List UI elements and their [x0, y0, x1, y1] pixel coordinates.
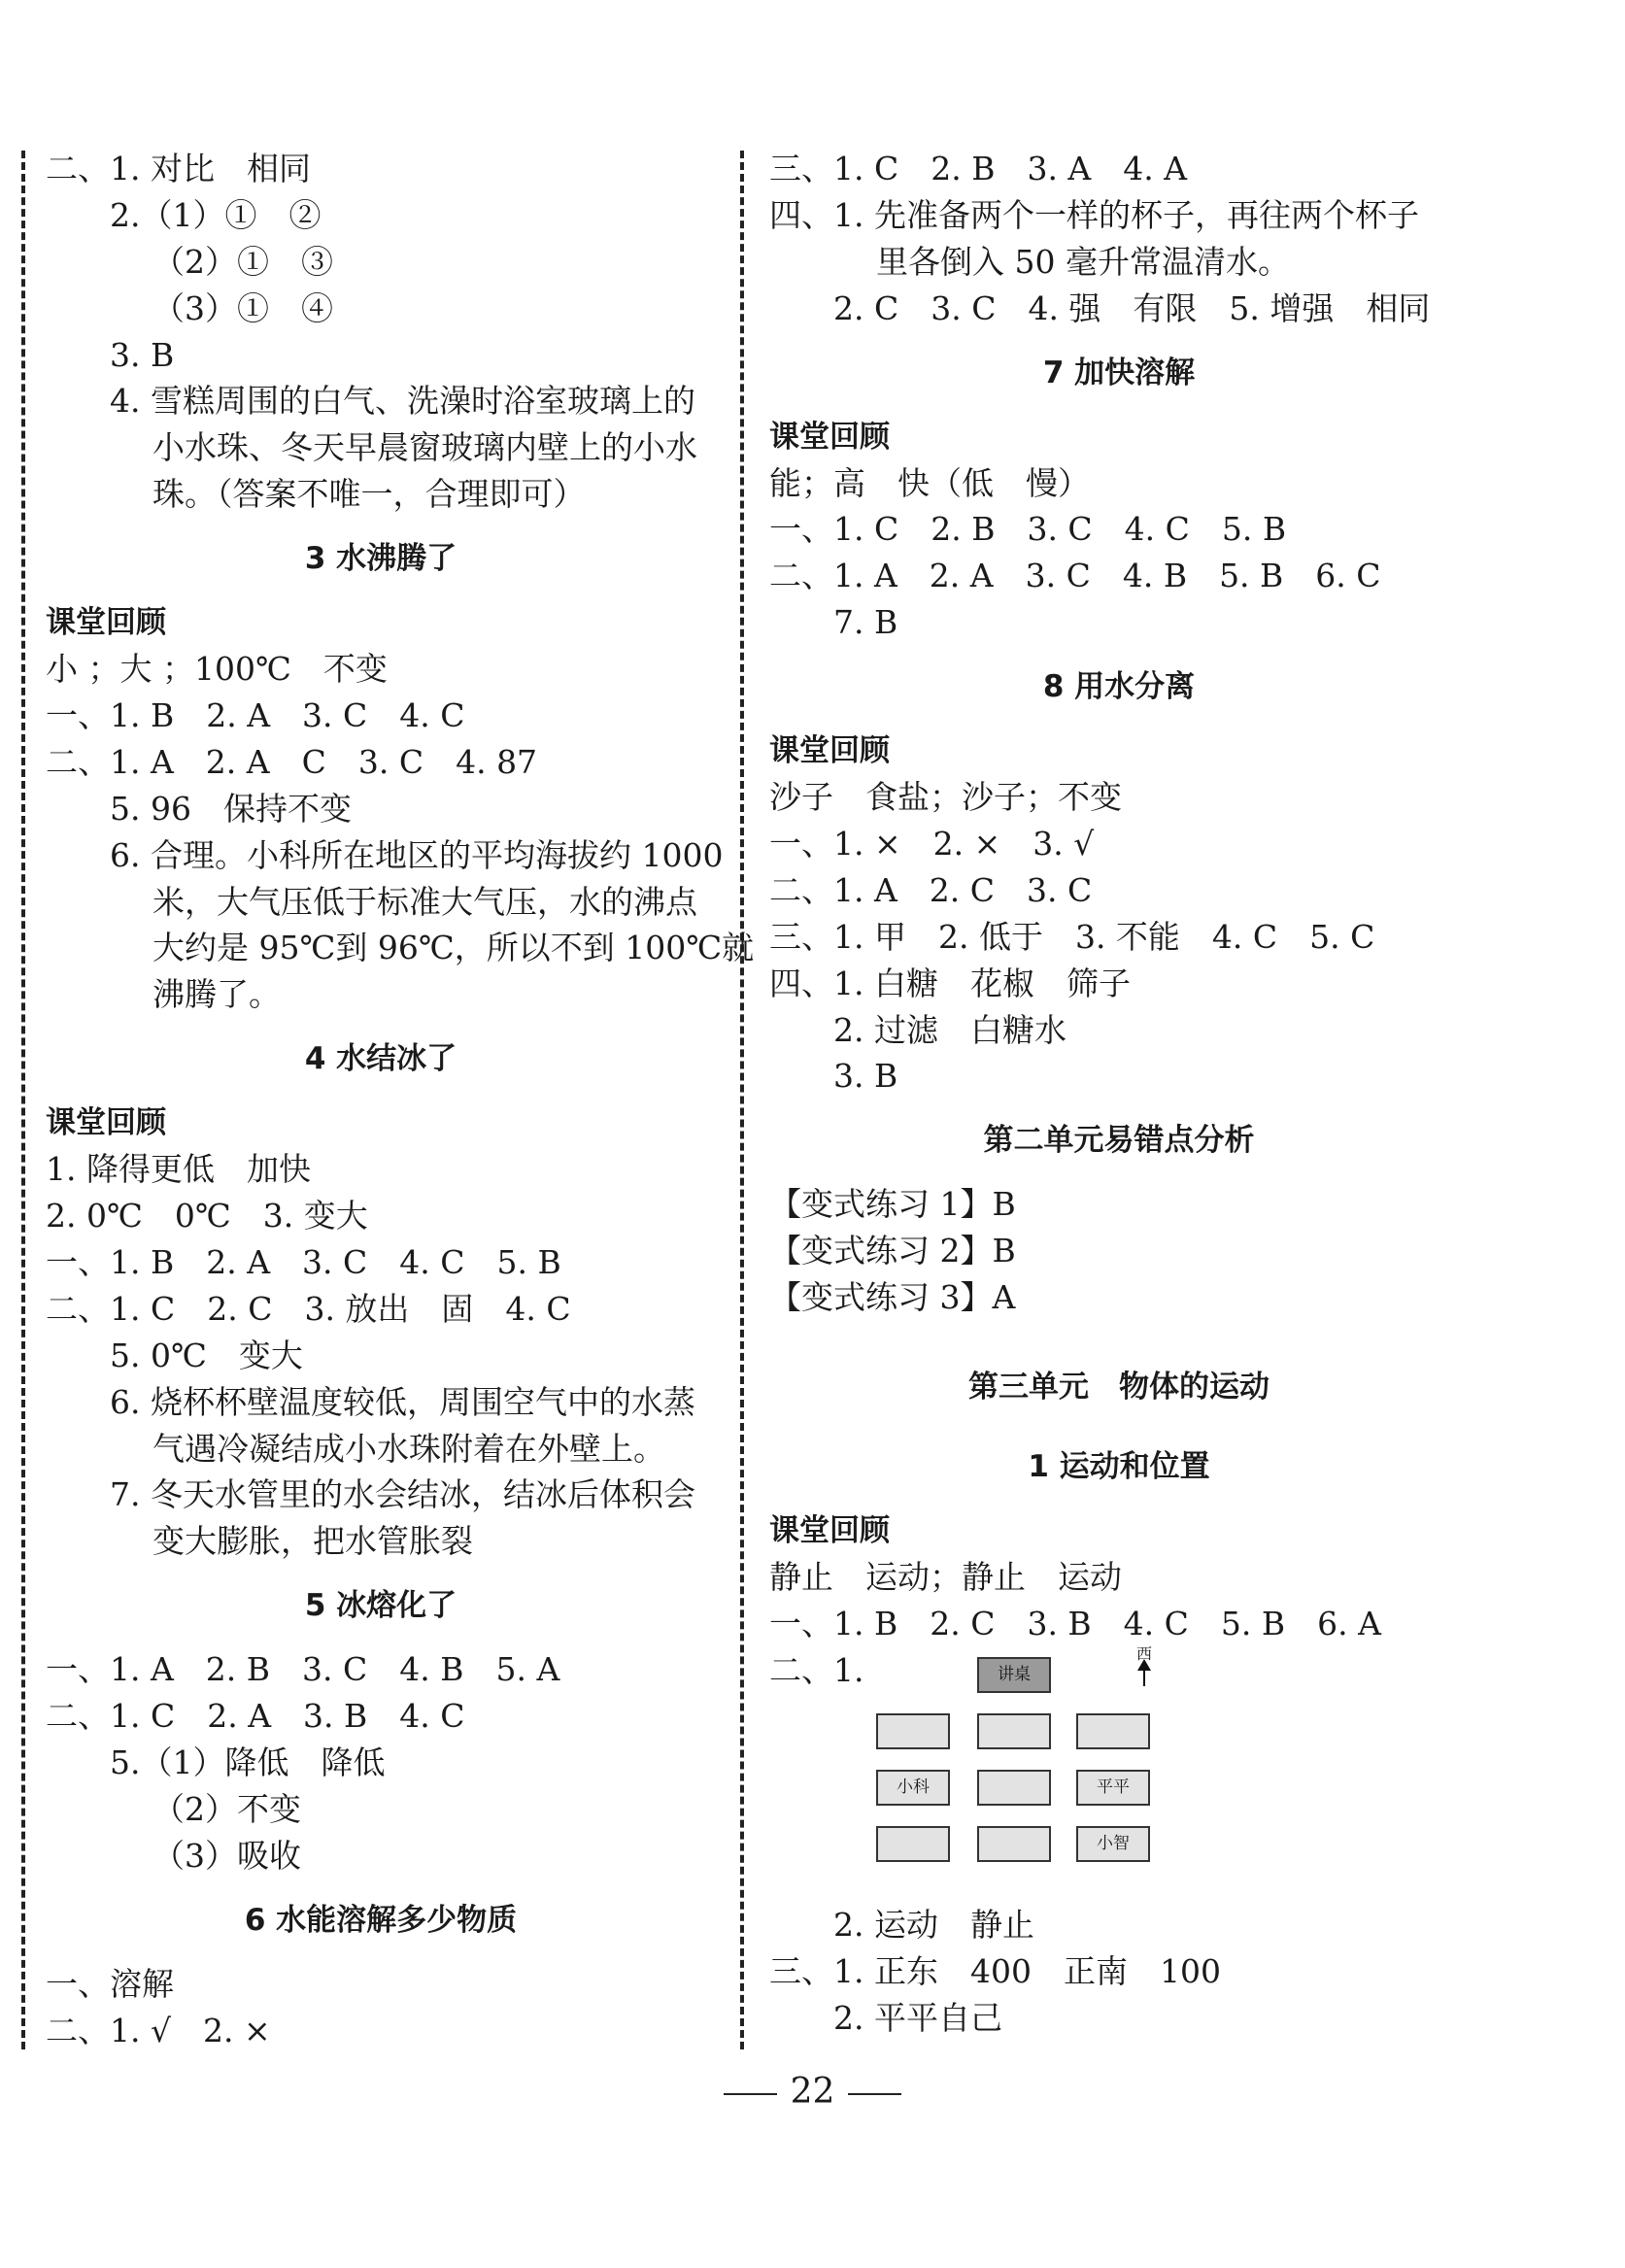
answer-line: 2. 过滤 白糖水	[833, 1010, 1066, 1049]
page-number-footer	[0, 2069, 1625, 2116]
answer-line: 6. 烧杯杯壁温度较低，周围空气中的水蒸	[110, 1382, 695, 1421]
answer-line: 静止 运动；静止 运动	[769, 1558, 1122, 1597]
answer-line: 一、1. C 2. B 3. C 4. C 5. B	[769, 510, 1287, 549]
direction-indicator	[1133, 1645, 1156, 1663]
seat-empty	[977, 1826, 1051, 1862]
answer-line: 三、1. 甲 2. 低于 3. 不能 4. C 5. C	[769, 917, 1375, 956]
answer-line: 2. C 3. C 4. 强 有限 5. 增强 相同	[833, 288, 1431, 327]
answer-line: 能；高 快（低 慢）	[769, 463, 1090, 502]
error-analysis-title: 第二单元易错点分析	[983, 1123, 1255, 1159]
answer-line: 5. 96 保持不变	[110, 789, 352, 828]
review-heading: 课堂回顾	[769, 1513, 890, 1549]
section-title-3-1: 1 运动和位置	[1028, 1449, 1210, 1485]
unit-3-title: 第三单元 物体的运动	[968, 1370, 1270, 1405]
answer-line: （2）① ③	[152, 242, 333, 281]
column-dashed-divider	[740, 151, 744, 2049]
review-heading: 课堂回顾	[769, 733, 890, 769]
answer-line: 一、1. × 2. × 3. √	[769, 825, 1095, 863]
answer-line: 3. B	[833, 1057, 898, 1096]
answer-line: 4. 雪糕周围的白气、洗澡时浴室玻璃上的	[110, 382, 695, 421]
answer-line: 小水珠、冬天早晨窗玻璃内壁上的小水	[152, 428, 697, 467]
review-heading: 课堂回顾	[46, 1105, 166, 1141]
answer-line: 6. 合理。小科所在地区的平均海拔约 1000	[110, 835, 724, 874]
section-title-6: 6 水能溶解多少物质	[244, 1902, 518, 1938]
answer-line: 7. 冬天水管里的水会结冰，结冰后体积会	[110, 1475, 695, 1514]
answer-line: 二、1. A 2. C 3. C	[769, 870, 1093, 909]
answer-line: 2.（1）① ②	[110, 195, 322, 234]
answer-line: 一、1. B 2. A 3. C 4. C	[46, 696, 465, 735]
right-column	[769, 146, 1469, 2041]
review-heading: 课堂回顾	[769, 419, 890, 455]
answer-line: 小 ；大 ；100℃ 不变	[46, 650, 388, 689]
seat-pingping: 平平	[1076, 1770, 1150, 1806]
footer-dash-right	[848, 2093, 901, 2095]
direction-label: 西	[1135, 1643, 1152, 1663]
answer-line: 二、1. A 2. A C 3. C 4. 87	[46, 742, 538, 781]
answer-line: 四、1. 白糖 花椒 筛子	[769, 964, 1131, 1002]
answer-line: 二、1. √ 2. ×	[46, 2011, 271, 2049]
page-number: 22	[790, 2072, 835, 2112]
answer-line: 5. 0℃ 变大	[110, 1336, 303, 1374]
variant-exercise-line: 【变式练习 3】A	[769, 1278, 1016, 1317]
answer-line: 气遇冷凝结成小水珠附着在外壁上。	[152, 1429, 665, 1468]
answer-line: 一、1. A 2. B 3. C 4. B 5. A	[46, 1650, 560, 1689]
answer-line: 四、1. 先准备两个一样的杯子，再往两个杯子	[769, 195, 1419, 234]
arrow-shaft	[1143, 1667, 1145, 1686]
variant-exercise-line: 【变式练习 1】B	[769, 1185, 1016, 1224]
lectern-box: 讲桌	[977, 1657, 1051, 1693]
section-title-3: 3 水沸腾了	[304, 541, 457, 577]
section-title-4: 4 水结冰了	[304, 1041, 457, 1077]
answer-line: 三、1. C 2. B 3. A 4. A	[769, 150, 1188, 187]
answer-line: 2. 运动 静止	[833, 1905, 1034, 1944]
answer-line: 二、1. A 2. A 3. C 4. B 5. B 6. C	[769, 557, 1381, 595]
answer-line: 2. 平平自己	[833, 1998, 1002, 2037]
left-column	[46, 146, 755, 2054]
diagram-question-label: 二、1.	[769, 1650, 864, 1689]
answer-line: 一、1. B 2. C 3. B 4. C 5. B 6. A	[769, 1604, 1381, 1642]
answer-line: 一、1. B 2. A 3. C 4. C 5. B	[46, 1243, 561, 1282]
answer-line: 沸腾了。	[152, 975, 281, 1014]
answer-line: 3. B	[110, 335, 175, 374]
answer-line: 珠。（答案不唯一，合理即可）	[152, 475, 586, 514]
answer-line: 7. B	[833, 603, 898, 642]
answer-line: 一、溶解	[46, 1964, 174, 2003]
review-heading: 课堂回顾	[46, 605, 166, 641]
answer-line: 二、1. C 2. C 3. 放出 固 4. C	[46, 1289, 571, 1328]
answer-line: （2）不变	[152, 1789, 301, 1828]
seat-xiaozhi: 小智	[1076, 1826, 1150, 1862]
section-title-5: 5 冰熔化了	[304, 1588, 457, 1624]
answer-line: 2. 0℃ 0℃ 3. 变大	[46, 1197, 368, 1236]
answer-line: 里各倒入 50 毫升常温清水。	[876, 242, 1290, 281]
seat-empty	[977, 1713, 1051, 1749]
answer-line: 三、1. 正东 400 正南 100	[769, 1951, 1221, 1990]
answer-line: （3）吸收	[152, 1836, 301, 1875]
answer-line: 二、1. C 2. A 3. B 4. C	[46, 1697, 465, 1736]
answer-line: 大约是 95℃到 96℃，所以不到 100℃就	[152, 929, 755, 967]
section-title-8: 8 用水分离	[1042, 669, 1196, 705]
answer-line: 米，大气压低于标准大气压，水的沸点	[152, 882, 697, 921]
seat-empty	[977, 1770, 1051, 1806]
answer-line: 1. 降得更低 加快	[46, 1150, 311, 1189]
answer-line: 沙子 食盐；沙子；不变	[769, 778, 1122, 817]
seat-empty	[1076, 1713, 1150, 1749]
seat-empty	[876, 1713, 950, 1749]
answer-line: 二、1. 对比 相同	[46, 150, 311, 187]
left-dashed-border	[21, 151, 25, 2049]
answer-line: （3）① ④	[152, 288, 333, 327]
seat-empty	[876, 1826, 950, 1862]
section-title-7: 7 加快溶解	[1042, 355, 1196, 390]
answer-line: 5.（1）降低 降低	[110, 1743, 386, 1782]
seating-diagram	[769, 1643, 1469, 1902]
seat-xiaoke: 小科	[876, 1770, 950, 1806]
footer-dash-left	[724, 2093, 777, 2095]
variant-exercise-line: 【变式练习 2】B	[769, 1232, 1016, 1270]
answer-line: 变大膨胀，把水管胀裂	[152, 1522, 473, 1561]
